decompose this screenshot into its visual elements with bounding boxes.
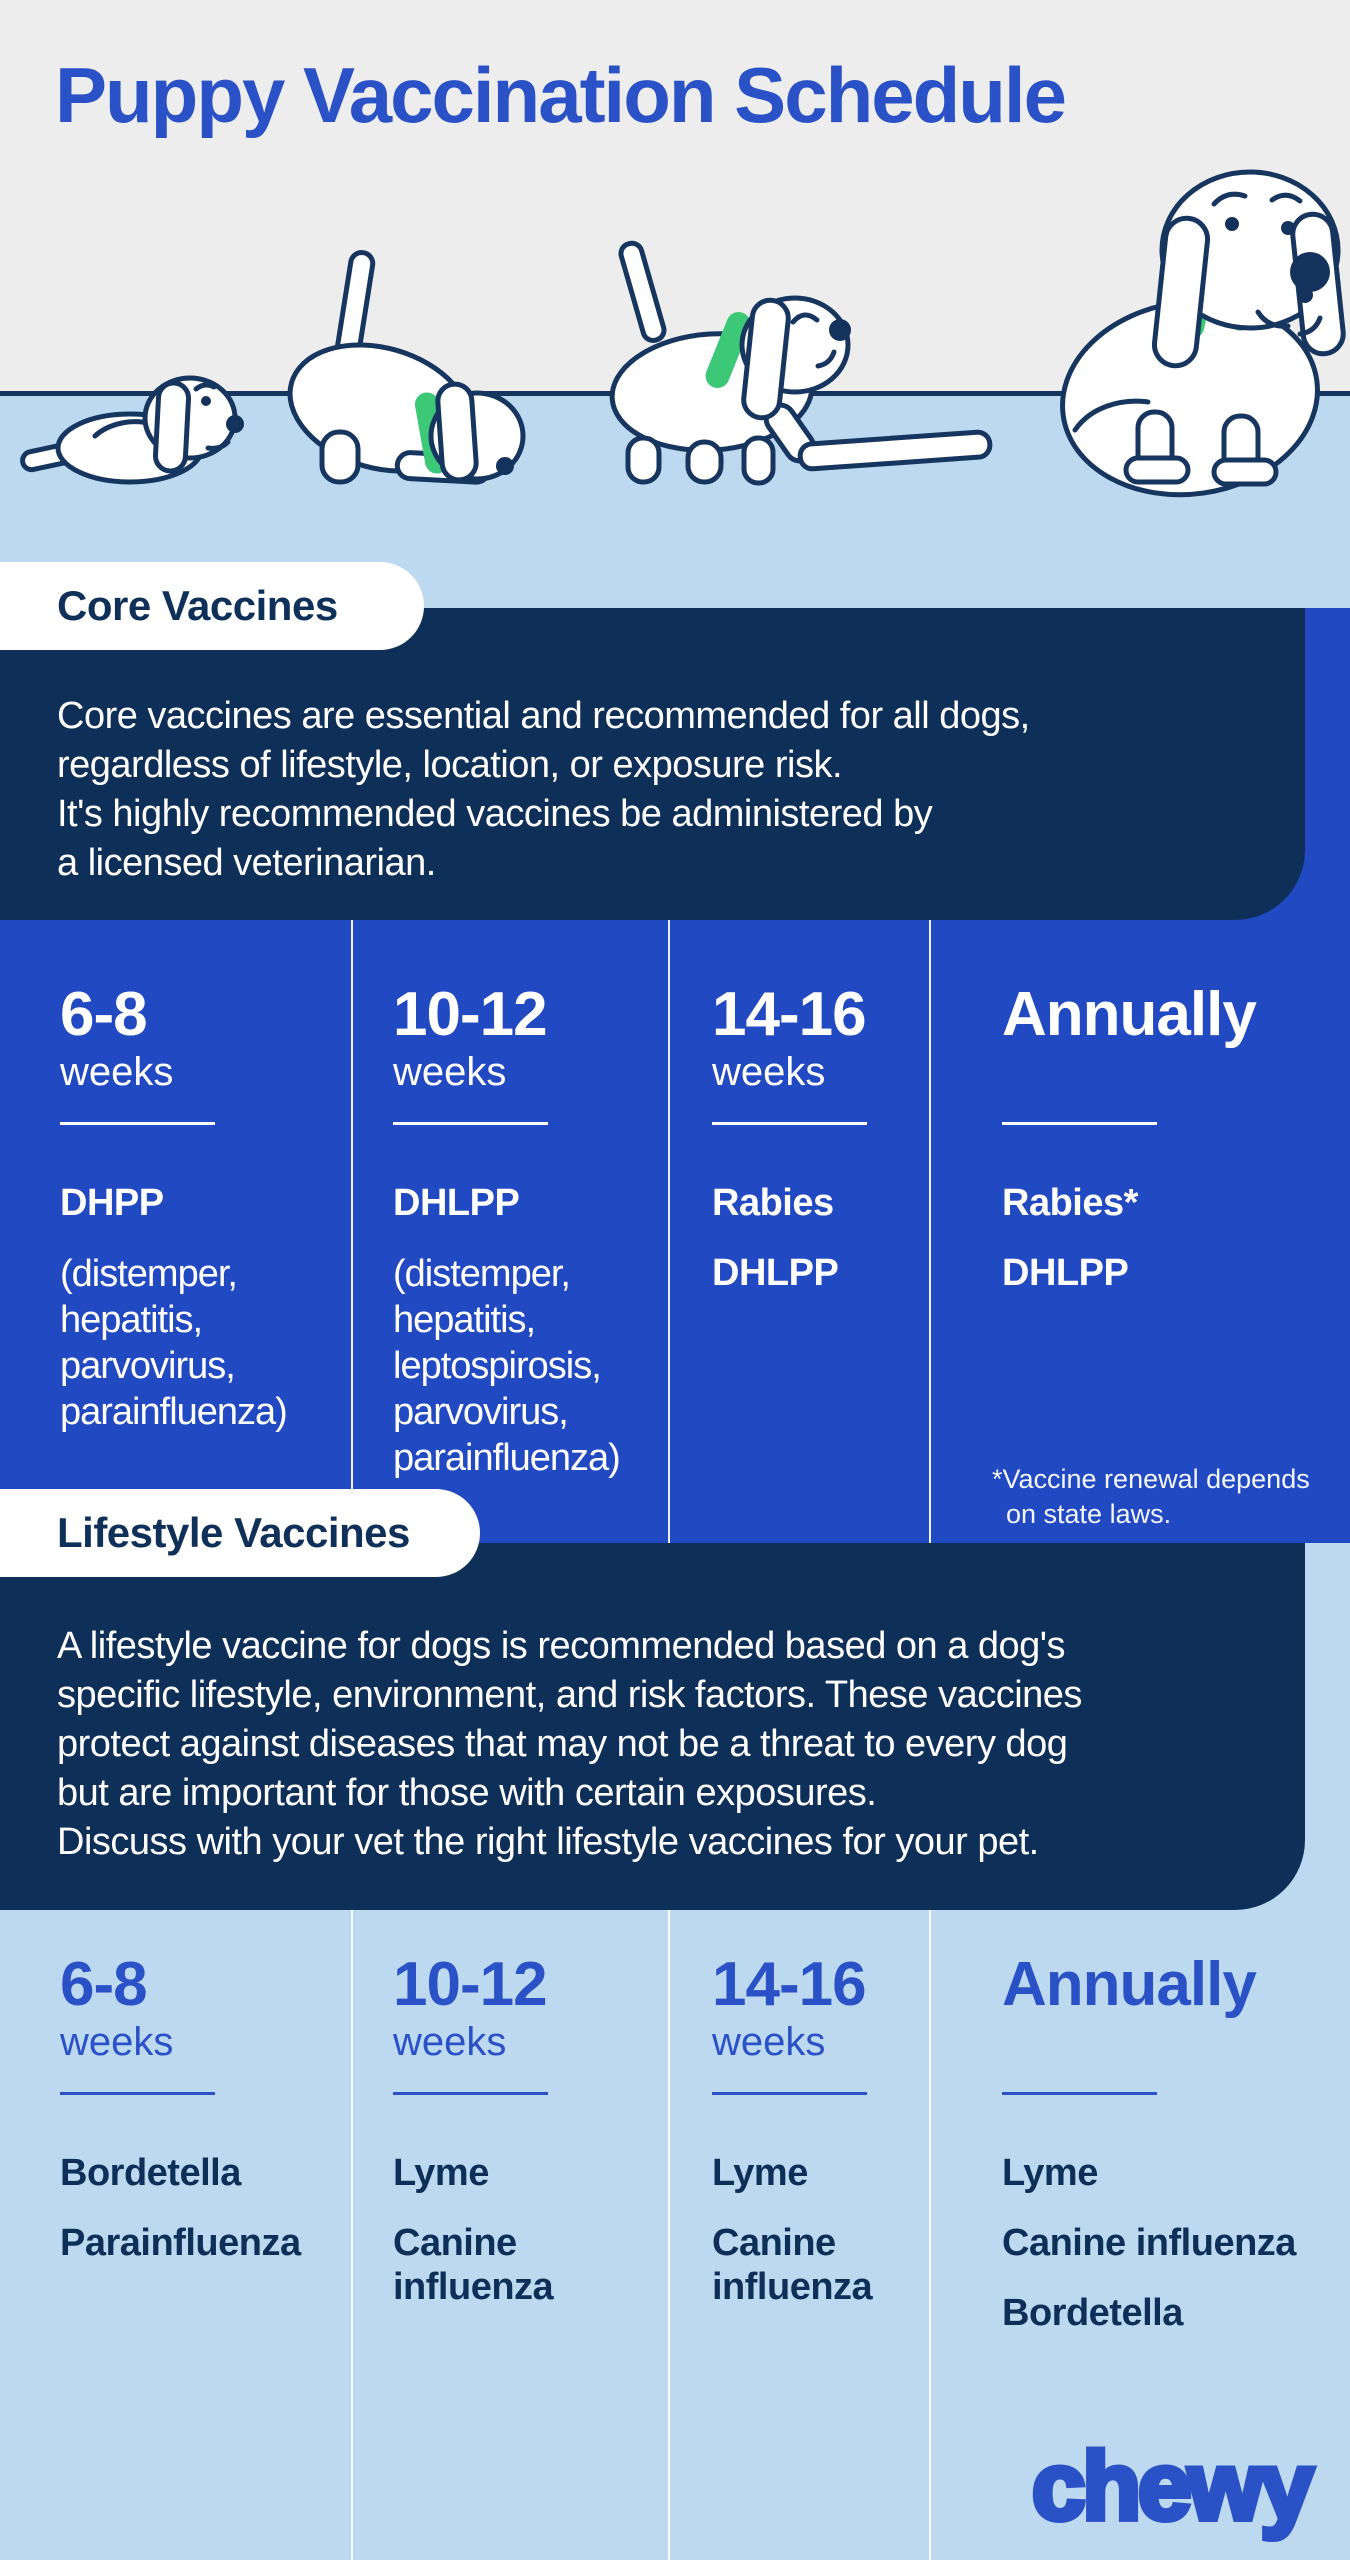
footnote-line: on state laws. [1006, 1499, 1172, 1529]
rabies-footnote [992, 1462, 1322, 1532]
age-range: 6-8 [60, 980, 147, 1049]
age-range: Annually [1002, 980, 1256, 1049]
core-vaccines-label: Core Vaccines [57, 582, 338, 629]
age-range: Annually [1002, 1950, 1256, 2019]
chewy-logo: chewy [1032, 2433, 1311, 2540]
vaccine-name: Rabies* [1002, 1182, 1138, 1224]
lifestyle-column-14-16-weeks [712, 1952, 915, 2335]
puppy-growth-illustration [0, 0, 1350, 500]
vaccine-name: Bordetella [1002, 2292, 1183, 2334]
lifestyle-vaccines-pill [0, 1489, 480, 1577]
page-title: Puppy Vaccination Schedule [55, 51, 1065, 139]
dog-4-adult [799, 172, 1345, 500]
vaccine-name: DHLPP [393, 1182, 520, 1224]
core-description-line: a licensed veterinarian. [57, 842, 436, 884]
vaccine-name: Bordetella [60, 2152, 241, 2194]
underline [393, 1122, 548, 1125]
vaccine-name: Parainfluenza [60, 2222, 301, 2264]
core-description-line: It's highly recommended vaccines be administered by [57, 793, 933, 835]
age-unit: weeks [393, 2020, 507, 2064]
underline [712, 1122, 867, 1125]
vaccine-name: Canine influenza [393, 2222, 554, 2308]
vaccine-name: Canine influenza [712, 2222, 873, 2308]
age-unit: weeks [60, 2020, 174, 2064]
lifestyle-description-line: but are important for those with certain exposures. [57, 1772, 877, 1814]
age-unit: weeks [712, 2020, 826, 2064]
lifestyle-column-10-12-weeks [393, 1952, 655, 2335]
vaccine-name: DHLPP [712, 1252, 839, 1294]
lifestyle-description-line: Discuss with your vet the right lifestyle vaccines for your pet. [57, 1821, 1039, 1863]
vaccine-name: Lyme [712, 2152, 808, 2194]
vaccine-name: Canine influenza [1002, 2222, 1296, 2264]
lifestyle-column-6-8-weeks [60, 1952, 338, 2291]
lifestyle-vaccines-label: Lifestyle Vaccines [57, 1509, 410, 1556]
core-description [57, 692, 1030, 888]
underline [1002, 1122, 1157, 1125]
lifestyle-description-line: specific lifestyle, environment, and risk factors. These vaccines [57, 1674, 1082, 1716]
core-vaccines-pill [0, 562, 424, 650]
vaccine-detail: (distemper, hepatitis, parvovirus, parainfluenza) [60, 1253, 287, 1433]
lifestyle-description-line: A lifestyle vaccine for dogs is recommended based on a dog's [57, 1625, 1066, 1667]
underline [712, 2092, 867, 2095]
underline [60, 1122, 215, 1125]
age-unit: weeks [712, 1050, 826, 1094]
underline [1002, 2092, 1157, 2095]
core-column-10-12-weeks [393, 982, 655, 1507]
age-range: 14-16 [712, 1950, 866, 2019]
vaccine-name: Rabies [712, 1182, 834, 1224]
footnote-line: *Vaccine renewal depends [992, 1464, 1310, 1494]
age-range: 10-12 [393, 980, 547, 1049]
underline [60, 2092, 215, 2095]
underline [393, 2092, 548, 2095]
core-column-annually [1002, 982, 1337, 1321]
vaccine-detail: (distemper, hepatitis, leptospirosis, parvovirus, parainfluenza) [393, 1253, 620, 1479]
age-unit: weeks [60, 1050, 174, 1094]
core-column-6-8-weeks [60, 982, 338, 1461]
age-range: 10-12 [393, 1950, 547, 2019]
age-unit [1002, 2018, 1337, 2066]
age-unit: weeks [393, 1050, 507, 1094]
core-column-14-16-weeks [712, 982, 915, 1321]
age-range: 6-8 [60, 1950, 147, 2019]
core-description-line: regardless of lifestyle, location, or exposure risk. [57, 744, 843, 786]
vaccine-name: DHLPP [1002, 1252, 1129, 1294]
lifestyle-description-line: protect against diseases that may not be a threat to every dog [57, 1723, 1068, 1765]
vaccine-name: Lyme [393, 2152, 489, 2194]
lifestyle-description [57, 1622, 1082, 1867]
age-unit [1002, 1048, 1337, 1096]
vaccine-name: Lyme [1002, 2152, 1098, 2194]
core-description-line: Core vaccines are essential and recommended for all dogs, [57, 695, 1030, 737]
vaccine-name: DHPP [60, 1182, 164, 1224]
puppy-2-bowing [275, 251, 523, 491]
age-range: 14-16 [712, 980, 866, 1049]
lifestyle-column-annually [1002, 1952, 1337, 2361]
